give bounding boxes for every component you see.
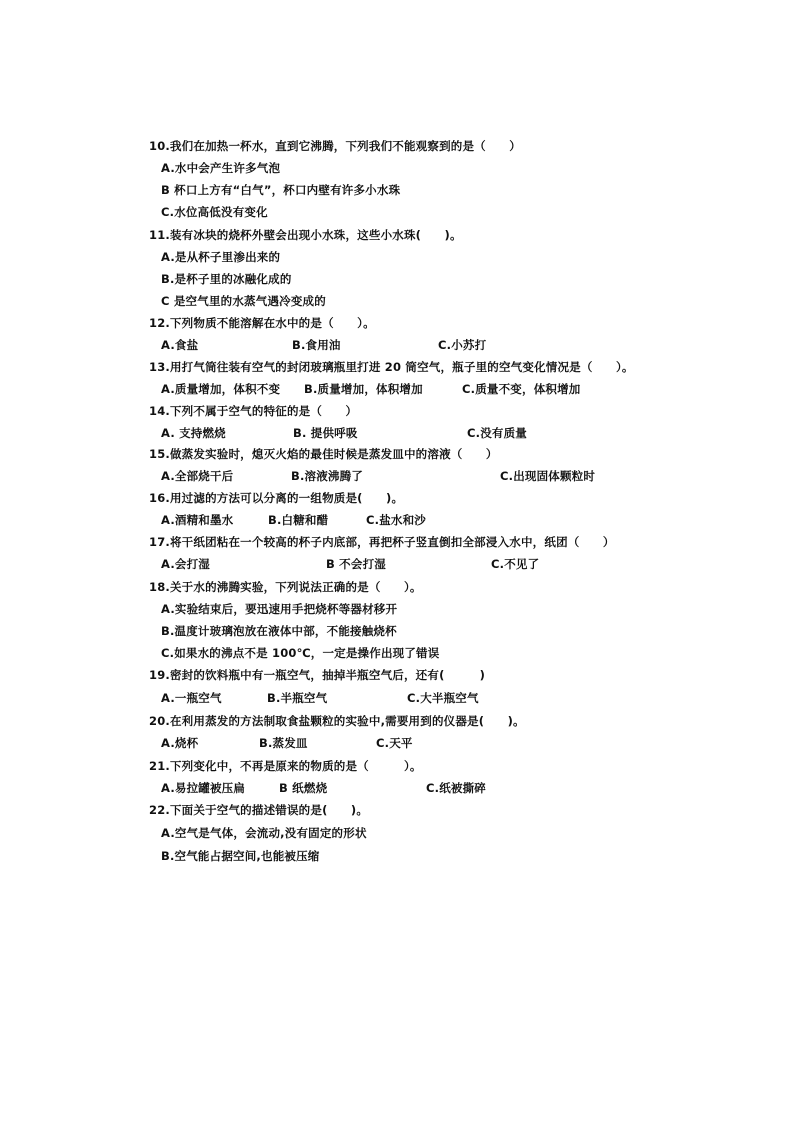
question-22-option-b: B.空气能占据空间,也能被压缩	[161, 849, 320, 863]
question-11-option-b: B.是杯子里的冰融化成的	[161, 272, 292, 286]
question-20: 20.在利用蒸发的方法制取食盐颗粒的实验中,需要用到的仪器是( )。	[149, 714, 525, 728]
question-13: 13.用打气筒往装有空气的封闭玻璃瓶里打进 20 筒空气，瓶子里的空气变化情况是（ ）。	[149, 360, 634, 374]
question-22-option-a: A.空气是气体，会流动,没有固定的形状	[161, 826, 367, 840]
question-14-option-b: B. 提供呼吸	[293, 426, 358, 440]
question-11-option-c: C 是空气里的水蒸气遇冷变成的	[161, 294, 326, 308]
question-21-option-c: C.纸被撕碎	[426, 781, 487, 795]
question-18-option-b: B.温度计玻璃泡放在液体中部，不能接触烧杯	[161, 624, 397, 638]
question-12-option-a: A.食盐	[161, 338, 199, 352]
question-15: 15.做蒸发实验时，熄灭火焰的最佳时候是蒸发皿中的溶液（ ）	[149, 447, 498, 461]
question-14: 14.下列不属于空气的特征的是（ ）	[149, 404, 358, 418]
question-10-option-b: B 杯口上方有“白气”，杯口内壁有许多小水珠	[161, 183, 401, 197]
question-18-option-c: C.如果水的沸点不是 100℃，一定是操作出现了错误	[161, 646, 440, 660]
question-21: 21.下列变化中，不再是原来的物质的是（ ）。	[149, 759, 422, 773]
question-13-option-b: B.质量增加，体积增加	[304, 382, 423, 396]
question-12-option-c: C.小苏打	[438, 338, 487, 352]
question-22: 22.下面关于空气的描述错误的是( )。	[149, 803, 369, 817]
question-15-option-a: A.全部烧干后	[161, 469, 234, 483]
question-16-option-a: A.酒精和墨水	[161, 513, 234, 527]
question-20-option-b: B.蒸发皿	[259, 736, 308, 750]
question-20-option-a: A.烧杯	[161, 736, 199, 750]
question-17-option-c: C.不见了	[491, 557, 540, 571]
question-19-option-b: B.半瓶空气	[267, 691, 328, 705]
question-10-option-c: C.水位高低没有变化	[161, 205, 268, 219]
question-19-option-c: C.大半瓶空气	[407, 691, 479, 705]
question-15-option-c: C.出现固体颗粒时	[500, 469, 596, 483]
question-14-option-c: C.没有质量	[467, 426, 528, 440]
question-18-option-a: A.实验结束后，要迅速用手把烧杯等器材移开	[161, 602, 398, 616]
question-11-option-a: A.是从杯子里渗出来的	[161, 250, 281, 264]
question-12: 12.下列物质不能溶解在水中的是（ ）。	[149, 316, 375, 330]
question-13-option-a: A.质量增加，体积不变	[161, 382, 281, 396]
question-19: 19.密封的饮料瓶中有一瓶空气，抽掉半瓶空气后，还有( )	[149, 668, 486, 682]
question-12-option-b: B.食用油	[292, 338, 341, 352]
question-16: 16.用过滤的方法可以分离的一组物质是( )。	[149, 491, 404, 505]
question-19-option-a: A.一瓶空气	[161, 691, 222, 705]
question-16-option-c: C.盐水和沙	[366, 513, 427, 527]
question-14-option-a: A. 支持燃烧	[161, 426, 226, 440]
question-17-option-a: A.会打湿	[161, 557, 210, 571]
question-21-option-a: A.易拉罐被压扁	[161, 781, 246, 795]
question-21-option-b: B 纸燃烧	[279, 781, 328, 795]
question-10: 10.我们在加热一杯水，直到它沸腾，下列我们不能观察到的是（ ）	[149, 139, 521, 153]
question-17-option-b: B 不会打湿	[326, 557, 386, 571]
question-17: 17.将干纸团粘在一个较高的杯子内底部，再把杯子竖直倒扣全部浸入水中，纸团（ ）	[149, 535, 615, 549]
question-16-option-b: B.白糖和醋	[268, 513, 329, 527]
question-13-option-c: C.质量不变，体积增加	[462, 382, 581, 396]
question-18: 18.关于水的沸腾实验，下列说法正确的是（ ）。	[149, 580, 422, 594]
question-10-option-a: A.水中会产生许多气泡	[161, 161, 281, 175]
question-20-option-c: C.天平	[376, 736, 413, 750]
question-15-option-b: B.溶液沸腾了	[291, 469, 364, 483]
question-11: 11.装有冰块的烧杯外壁会出现小水珠，这些小水珠( )。	[149, 228, 462, 242]
